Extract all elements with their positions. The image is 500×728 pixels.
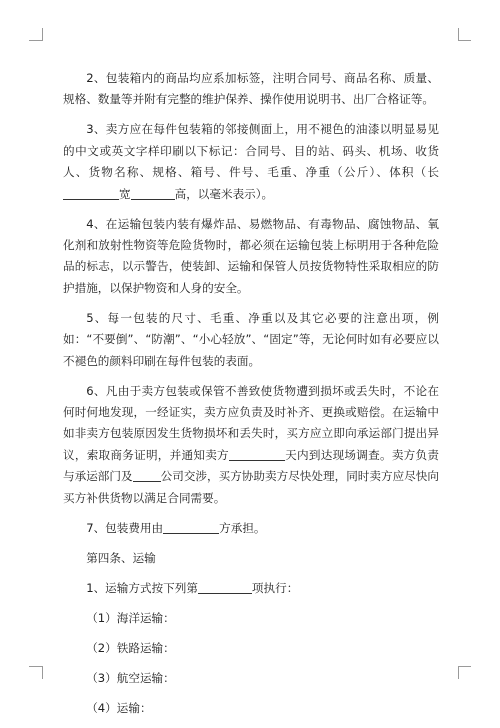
paragraph-text: 4、在运输包装内装有爆炸品、易燃物品、有毒物品、腐蚀物品、氧化剂和放射性物资等危险货物时，都必须在运输包装上标明用于各种危险品的标志，以示警告，使装卸、运输和保管人员按货物特性采取相应的防护措施，以保护物资和人身的安全。 <box>63 216 439 295</box>
paragraph-text: 5、每一包装的尺寸、毛重、净重以及其它必要的注意出项，例如：“不要倒”、“防潮”、“小心轻放”、“固定”等，无论何时如有必要应以不褪色的颜料印刷在每件包装的表面。 <box>63 310 439 368</box>
paragraph-text: 2、包装箱内的商品均应系加标签，注明合同号、商品名称、质量、规格、数量等并附有完整的维护保养、操作使用说明书、出厂合格证等。 <box>63 71 439 107</box>
paragraph-t1d <box>63 698 439 719</box>
crop-mark-top-right-h <box>458 40 471 41</box>
paragraph-text: 3、卖方应在每件包装箱的邻接侧面上，用不褪色的油漆以明显易见的中文或英文字样印刷以下标记：合同号、目的站、码头、机场、收货人、货物名称、规格、箱号、件号、毛重、净重（公斤）、体积（长 <box>63 122 439 180</box>
paragraph-p2 <box>63 68 439 111</box>
paragraph-t1 <box>63 578 439 599</box>
crop-mark-top-left-h <box>29 40 42 41</box>
paragraph-t1c <box>63 668 439 689</box>
paragraph-p5 <box>63 308 439 372</box>
crop-mark-bottom-left-h <box>29 666 42 667</box>
paragraph-text: 宽 <box>119 186 131 201</box>
paragraph-text: 方承担。 <box>219 520 266 535</box>
paragraph-p3 <box>63 119 439 205</box>
fill-blank[interactable] <box>251 446 285 461</box>
paragraph-h4 <box>63 548 439 569</box>
fill-blank[interactable] <box>133 467 161 482</box>
paragraph-text: 天内到达现场调查。卖方负责与承运部门及 <box>63 447 439 484</box>
paragraph-text: 7、包装费用由 <box>86 520 164 535</box>
crop-mark-bottom-right-v <box>458 666 459 679</box>
paragraph-text: 高，以毫米表示）。 <box>174 186 274 201</box>
fill-blank[interactable] <box>63 185 119 200</box>
paragraph-p4 <box>63 214 439 300</box>
paragraph-text: 第四条、运输 <box>86 550 156 565</box>
paragraph-p6 <box>63 381 439 509</box>
paragraph-text: （4）运输： <box>86 700 152 715</box>
paragraph-text: （2）铁路运输： <box>86 640 175 655</box>
paragraph-p7 <box>63 518 439 539</box>
paragraph-text: 1、运输方式按下列第 <box>86 580 198 595</box>
fill-blank[interactable] <box>131 185 175 200</box>
paragraph-text: （1）海洋运输： <box>86 610 175 625</box>
fill-blank[interactable] <box>163 519 219 534</box>
paragraph-text: 公司交涉，买方协助卖方尽快处理，同时卖方应尽快向买方补供货物以满足合同需要。 <box>63 469 439 505</box>
crop-mark-bottom-left-v <box>42 666 43 679</box>
paragraph-text: （3）航空运输： <box>86 670 175 685</box>
paragraph-text: 6、凡由于卖方包装或保管不善致使货物遭到损坏或丢失时，不论在何时何地发现，一经证实，卖方应负责及时补齐、更换或赔偿。在运输中如非卖方包装原因发生货物损坏和丢失时，买方应立即向承运部门提出异议，索取商务证明，并通知卖方 <box>63 383 439 462</box>
paragraph-text: 项执行： <box>251 580 299 595</box>
paragraph-t1a <box>63 608 439 629</box>
document-body <box>63 68 439 728</box>
fill-blank[interactable] <box>198 579 252 594</box>
paragraph-t1b <box>63 638 439 659</box>
crop-mark-top-left-v <box>42 28 43 41</box>
crop-mark-top-right-v <box>458 28 459 41</box>
fill-blank[interactable] <box>229 446 251 461</box>
crop-mark-bottom-right-h <box>458 666 471 667</box>
